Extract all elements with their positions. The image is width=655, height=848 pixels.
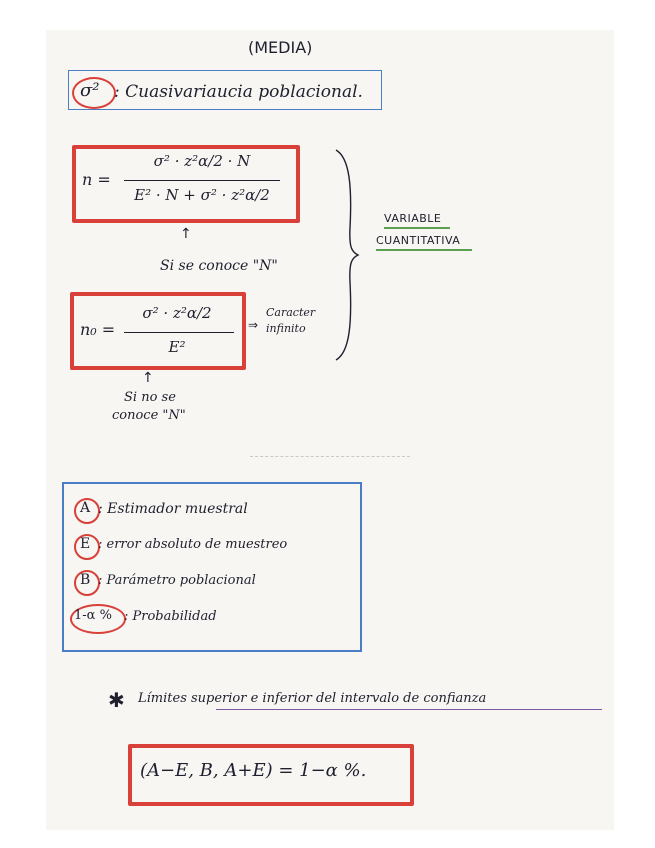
up-arrow-icon: ↑ (180, 226, 192, 242)
formula-unknown-n-lhs: n₀ = (80, 320, 116, 339)
formula-known-n-fraction-line (124, 180, 280, 181)
legend-key-b: B (80, 572, 91, 588)
formula-unknown-n-numerator: σ² · z²α/2 (142, 304, 212, 322)
variable-label-line1: VARIABLE (384, 212, 442, 225)
interval-heading-underline (216, 709, 602, 710)
side-note-caracter: Caracter (266, 306, 316, 319)
formula-unknown-n-caption-line1: Si no se (124, 390, 176, 405)
formula-unknown-n-fraction-line (124, 332, 234, 333)
variance-box (68, 70, 382, 110)
legend-key-a: A (80, 500, 91, 516)
formula-unknown-n-caption-line2: conoce "N" (112, 408, 186, 423)
interval-formula: (A−E, B, A+E) = 1−α %. (140, 760, 367, 781)
asterisk-icon: ✱ (108, 688, 125, 712)
cuantitativa-underline (376, 249, 472, 251)
formula-known-n-lhs: n = (82, 170, 111, 189)
page-title: (MEDIA) (248, 38, 313, 57)
legend-text-e: : error absoluto de muestreo (98, 537, 288, 552)
curly-brace (330, 148, 360, 362)
side-note-infinito: infinito (266, 322, 306, 335)
legend-text-b: : Parámetro poblacional (98, 573, 256, 588)
formula-known-n-numerator: σ² · z²α/2 · N (153, 152, 251, 170)
legend-text-a: : Estimador muestral (98, 501, 248, 517)
sigma-symbol: σ² (80, 80, 100, 101)
formula-unknown-n-denominator: E² (168, 338, 186, 356)
formula-known-n-caption: Si se conoce "N" (160, 258, 278, 274)
page-divider (250, 456, 410, 457)
variance-text: : Cuasivariaucia poblacional. (114, 82, 363, 102)
legend-key-prob: 1-α % (74, 608, 112, 623)
interval-heading: Límites superior e inferior del intervalo de confianza (138, 691, 487, 706)
up-arrow-icon: ↑ (142, 370, 154, 386)
formula-known-n-denominator: E² · N + σ² · z²α/2 (134, 186, 270, 204)
variable-underline (384, 227, 450, 229)
legend-key-e: E (80, 536, 91, 552)
right-arrow-icon: ⇒ (248, 318, 259, 332)
legend-text-prob: : Probabilidad (124, 609, 217, 624)
variable-label-line2: CUANTITATIVA (376, 234, 461, 247)
